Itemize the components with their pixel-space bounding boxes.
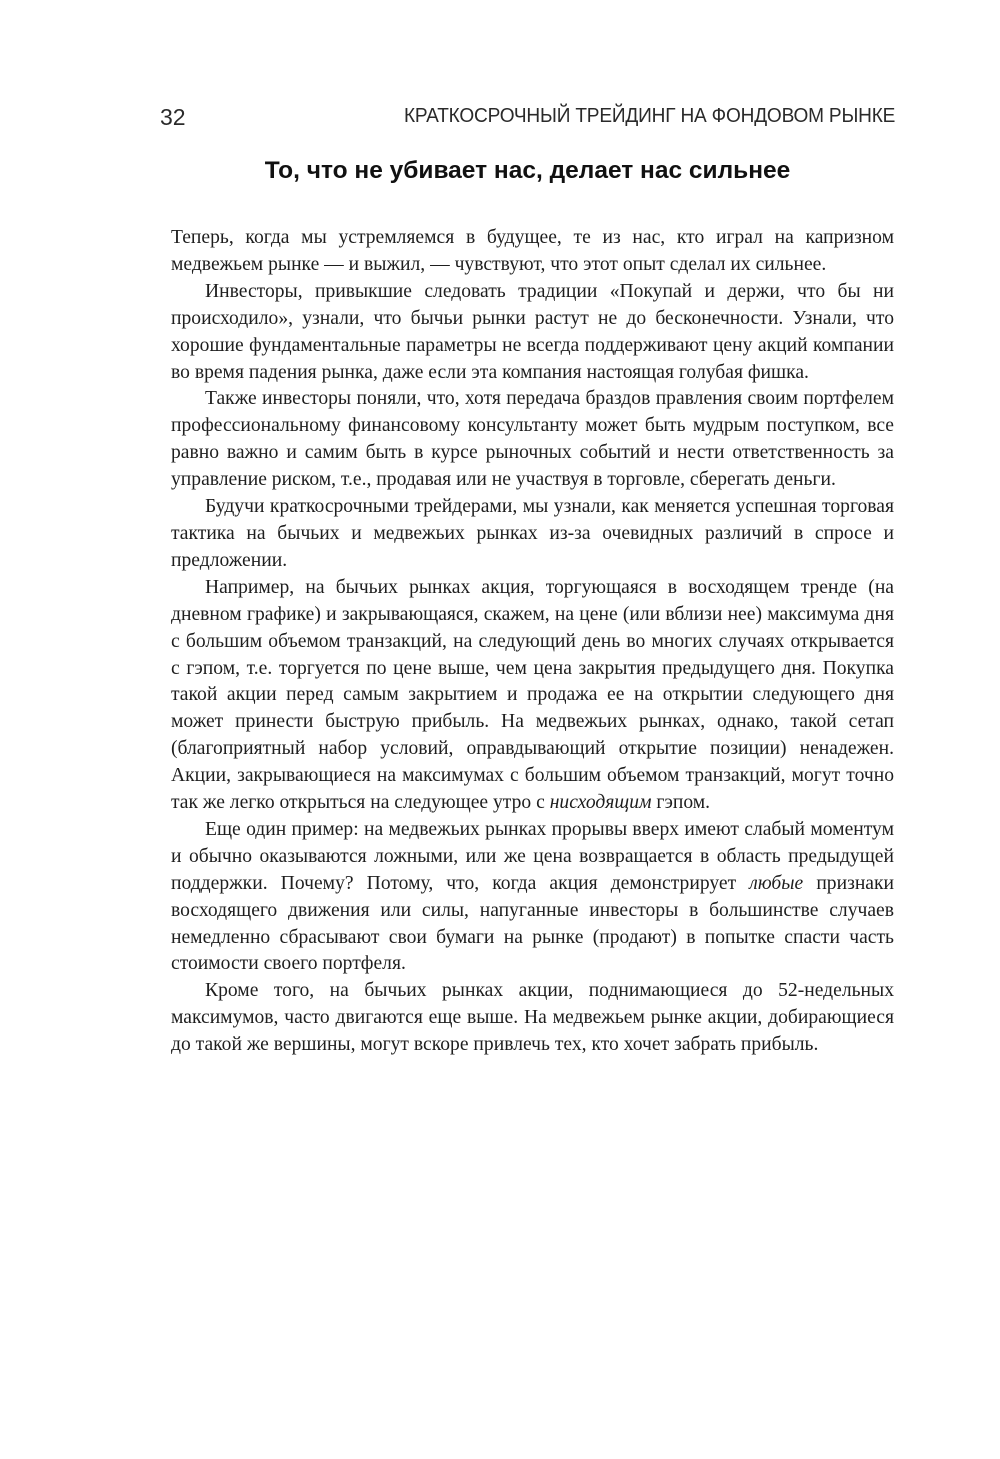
body-text bbox=[171, 225, 894, 1059]
running-title: КРАТКОСРОЧНЫЙ ТРЕЙДИНГ НА ФОНДОВОМ РЫНКЕ bbox=[403, 104, 895, 127]
paragraph-3: Также инвесторы поняли, что, хотя передача браздов правления своим портфелем профессиональному финансовому консультанту может быть мудрым поступком, все равно важно и самим быть в курсе рыночных событий и нести ответственность за управление риском, т.е., продавая или не участвуя в торговле, сберегать деньги. bbox=[171, 388, 894, 491]
paragraph-6-text-b: признаки восходящего движения или силы, напуганные инвесторы в большинстве случаев немедленно сбрасывают свои бумаги на рынке (продают) в попытке спасти часть стоимости своего портфеля. bbox=[171, 872, 895, 975]
paragraph-7: Кроме того, на бычьих рынках акции, поднимающиеся до 52-недельных максимумов, часто двигаются еще выше. На медвежьем рынке акции, добирающиеся до такой же вершины, могут вскоре привлечь тех, кто хочет забрать прибыль. bbox=[171, 980, 894, 1056]
paragraph-6-emphasis: любые bbox=[749, 872, 804, 894]
running-header bbox=[160, 104, 895, 138]
paragraph-5 bbox=[171, 575, 894, 817]
paragraph-5-emphasis: нисходящим bbox=[549, 792, 652, 814]
paragraph-1: Теперь, когда мы устремляемся в будущее, те из нас, кто играл на капризном медвежьем рынке — и выжил, — чувствуют, что этот опыт сделал их сильнее. bbox=[171, 227, 894, 275]
paragraph-4: Будучи краткосрочными трейдерами, мы узнали, как меняется успешная торговая тактика на бычьих и медвежьих рынках из-за очевидных различий в спросе и предложении. bbox=[171, 496, 894, 571]
page-number: 32 bbox=[160, 104, 186, 130]
paragraph-6-text-a: Еще один пример: на медвежьих рынках прорывы вверх имеют слабый моментум и обычно оказываются ложными, или же цена возвращается в область предыдущей поддержки. Почему? Потому, что, когда акция демонстрирует bbox=[171, 818, 894, 894]
paragraph-6 bbox=[171, 817, 894, 978]
paragraph-2: Инвесторы, привыкшие следовать традиции «Покупай и держи, что бы ни происходило», узнали, что бычьи рынки растут не до бесконечности. Узнали, что хорошие фундаментальные параметры не всегда поддерживают цену акций компании во время падения рынка, даже если эта компания настоящая голубая фишка. bbox=[171, 280, 894, 383]
section-title: То, что не убивает нас, делает нас сильнее bbox=[264, 157, 791, 184]
paragraph-5-text: Например, на бычьих рынках акция, торгующаяся в восходящем тренде (на дневном графике) и закрывающаяся, скажем, на цене (или вблизи нее) максимума дня с большим объемом транзакций, на следующий день во многих случаях открывается с гэпом, т.е. торгуется по цене выше, чем цена закрытия предыдущего дня. Покупка такой акции перед самым закрытием и продажа ее на открытии следующего дня может принести быструю прибыль. На медвежьих рынках, однако, такой сетап (благоприятный набор условий, оправдывающий открытие позиции) ненадежен. Акции, закрывающиеся на максимумах с большим объемом транзакций, могут точно так же легко открыться на следующее утро с bbox=[171, 576, 894, 814]
paragraph-5-tail: гэпом. bbox=[656, 792, 711, 814]
